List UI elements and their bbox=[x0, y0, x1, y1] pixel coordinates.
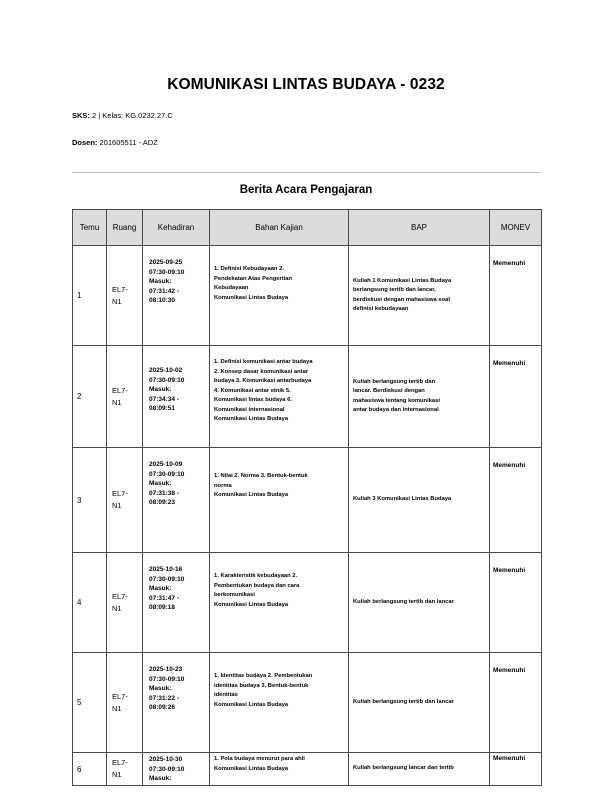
header-monev: MONEV bbox=[490, 210, 542, 246]
header-bahan-kajian: Bahan Kajian bbox=[210, 210, 349, 246]
cell-ruang: EL7- N1 bbox=[112, 758, 128, 779]
table-row bbox=[73, 553, 542, 653]
cell-bahan-kajian: 1. Definisi komunikasi antar budaya 2. Konsep dasar komunikasi antar budaya 3. Komunikasi antarbudaya 4. Komunikasi antar etnik 5. Komunikasi lintas budaya 6. Komunikasi internasional Komunikasi Lintas Budaya bbox=[214, 359, 313, 422]
cell-monev: Memenuhi bbox=[490, 753, 542, 786]
cell-kehadiran: 2025-10-23 07:30-09:10 Masuk: 07:31:22 - 08:09:26 bbox=[149, 666, 185, 711]
cell-bap: Kuliah berlangsung tertib dan lancar bbox=[353, 598, 454, 605]
cell-bap: Kuliah 1 Komunikasi Lintas Budaya berlangsung tertib dan lancar, berdiskusi dengan mahasiswa soal definisi kebudayaan bbox=[353, 277, 452, 312]
sks-line bbox=[72, 111, 173, 120]
cell-bahan-kajian: 1. Pola budaya menurut para ahli Komunikasi Lintas Budaya bbox=[214, 756, 305, 772]
header-temu: Temu bbox=[73, 210, 107, 246]
cell-temu: 3 bbox=[73, 448, 107, 553]
cell-kehadiran: 2025-10-30 07:30-09:10 Masuk: bbox=[149, 756, 185, 782]
cell-ruang: EL7- N1 bbox=[112, 385, 128, 407]
cell-monev: Memenuhi bbox=[490, 553, 542, 653]
cell-kehadiran: 2025-10-09 07:30-09:10 Masuk: 07:31:38 - 08:09:23 bbox=[149, 461, 185, 506]
cell-bahan-kajian: 1. Nilai 2. Norma 3. Bentuk-bentuk norma Komunikasi Lintas Budaya bbox=[214, 473, 308, 498]
cell-ruang: EL7- N1 bbox=[112, 691, 128, 713]
dosen-value: 201605511 - ADZ bbox=[99, 138, 158, 147]
sks-value: 2 | Kelas: KG.0232.27.C bbox=[92, 111, 173, 120]
section-title: Berita Acara Pengajaran bbox=[239, 184, 373, 196]
course-title: KOMUNIKASI LINTAS BUDAYA - 0232 bbox=[167, 76, 445, 93]
table-row bbox=[73, 246, 542, 346]
cell-temu: 4 bbox=[73, 553, 107, 653]
cell-bahan-kajian: 1. Identitas budaya 2. Pembentukan identitas budaya 3. Bentuk-bentuk identitas Komunikasi Lintas Budaya bbox=[214, 673, 313, 708]
cell-ruang: EL7- N1 bbox=[112, 591, 128, 613]
cell-temu: 2 bbox=[73, 346, 107, 448]
cell-kehadiran: 2025-10-02 07:30-09:10 Masuk: 07:34:34 - 08:09:51 bbox=[149, 367, 185, 412]
cell-ruang: EL7- N1 bbox=[112, 284, 128, 306]
sks-label: SKS: bbox=[72, 111, 90, 120]
cell-kehadiran: 2025-09-25 07:30-09:10 Masuk: 07:31:42 - 08:10:30 bbox=[149, 259, 185, 304]
cell-kehadiran: 2025-10-16 07:30-09:10 Masuk: 07:31:47 - 08:09:18 bbox=[149, 566, 185, 611]
cell-bahan-kajian: 1. Definisi Kebudayaan 2. Pendekatan Atas Pengertian Kebudayaan Komunikasi Lintas Budaya bbox=[214, 266, 293, 301]
header-ruang: Ruang bbox=[107, 210, 143, 246]
table-row bbox=[73, 653, 542, 753]
cell-temu: 1 bbox=[73, 246, 107, 346]
header-bap: BAP bbox=[349, 210, 490, 246]
header-kehadiran: Kehadiran bbox=[143, 210, 210, 246]
cell-bap: Kuliah berlangsung tertib dan lancar bbox=[353, 698, 454, 705]
cell-bap: Kuliah berlangsung lancar dan tertib bbox=[353, 765, 454, 772]
table-header-row bbox=[73, 210, 542, 246]
table-row bbox=[73, 753, 542, 786]
cell-monev: Memenuhi bbox=[490, 448, 542, 553]
dosen-line bbox=[72, 138, 158, 147]
cell-monev: Memenuhi bbox=[490, 653, 542, 753]
teaching-log-table bbox=[72, 209, 542, 786]
cell-temu: 6 bbox=[73, 753, 107, 786]
cell-bahan-kajian: 1. Karakteristik kebudayaan 2. Pembentukan budaya dan cara berkomunikasi Komunikasi Lintas Budaya bbox=[214, 573, 300, 608]
cell-temu: 5 bbox=[73, 653, 107, 753]
table-row bbox=[73, 346, 542, 448]
table-row bbox=[73, 448, 542, 553]
cell-bap: Kuliah 3 Komunikasi Lintas Budaya bbox=[353, 496, 452, 503]
cell-monev: Memenuhi bbox=[490, 346, 542, 448]
divider bbox=[72, 172, 540, 173]
cell-bap: Kuliah berlangsung tertib dan lancar. Berdiskusi dengan mahasiswa tentang komunikasi antar budaya dan internasional bbox=[353, 378, 440, 413]
dosen-label: Dosen: bbox=[72, 138, 98, 147]
cell-ruang: EL7- N1 bbox=[112, 489, 128, 510]
cell-monev: Memenuhi bbox=[490, 246, 542, 346]
